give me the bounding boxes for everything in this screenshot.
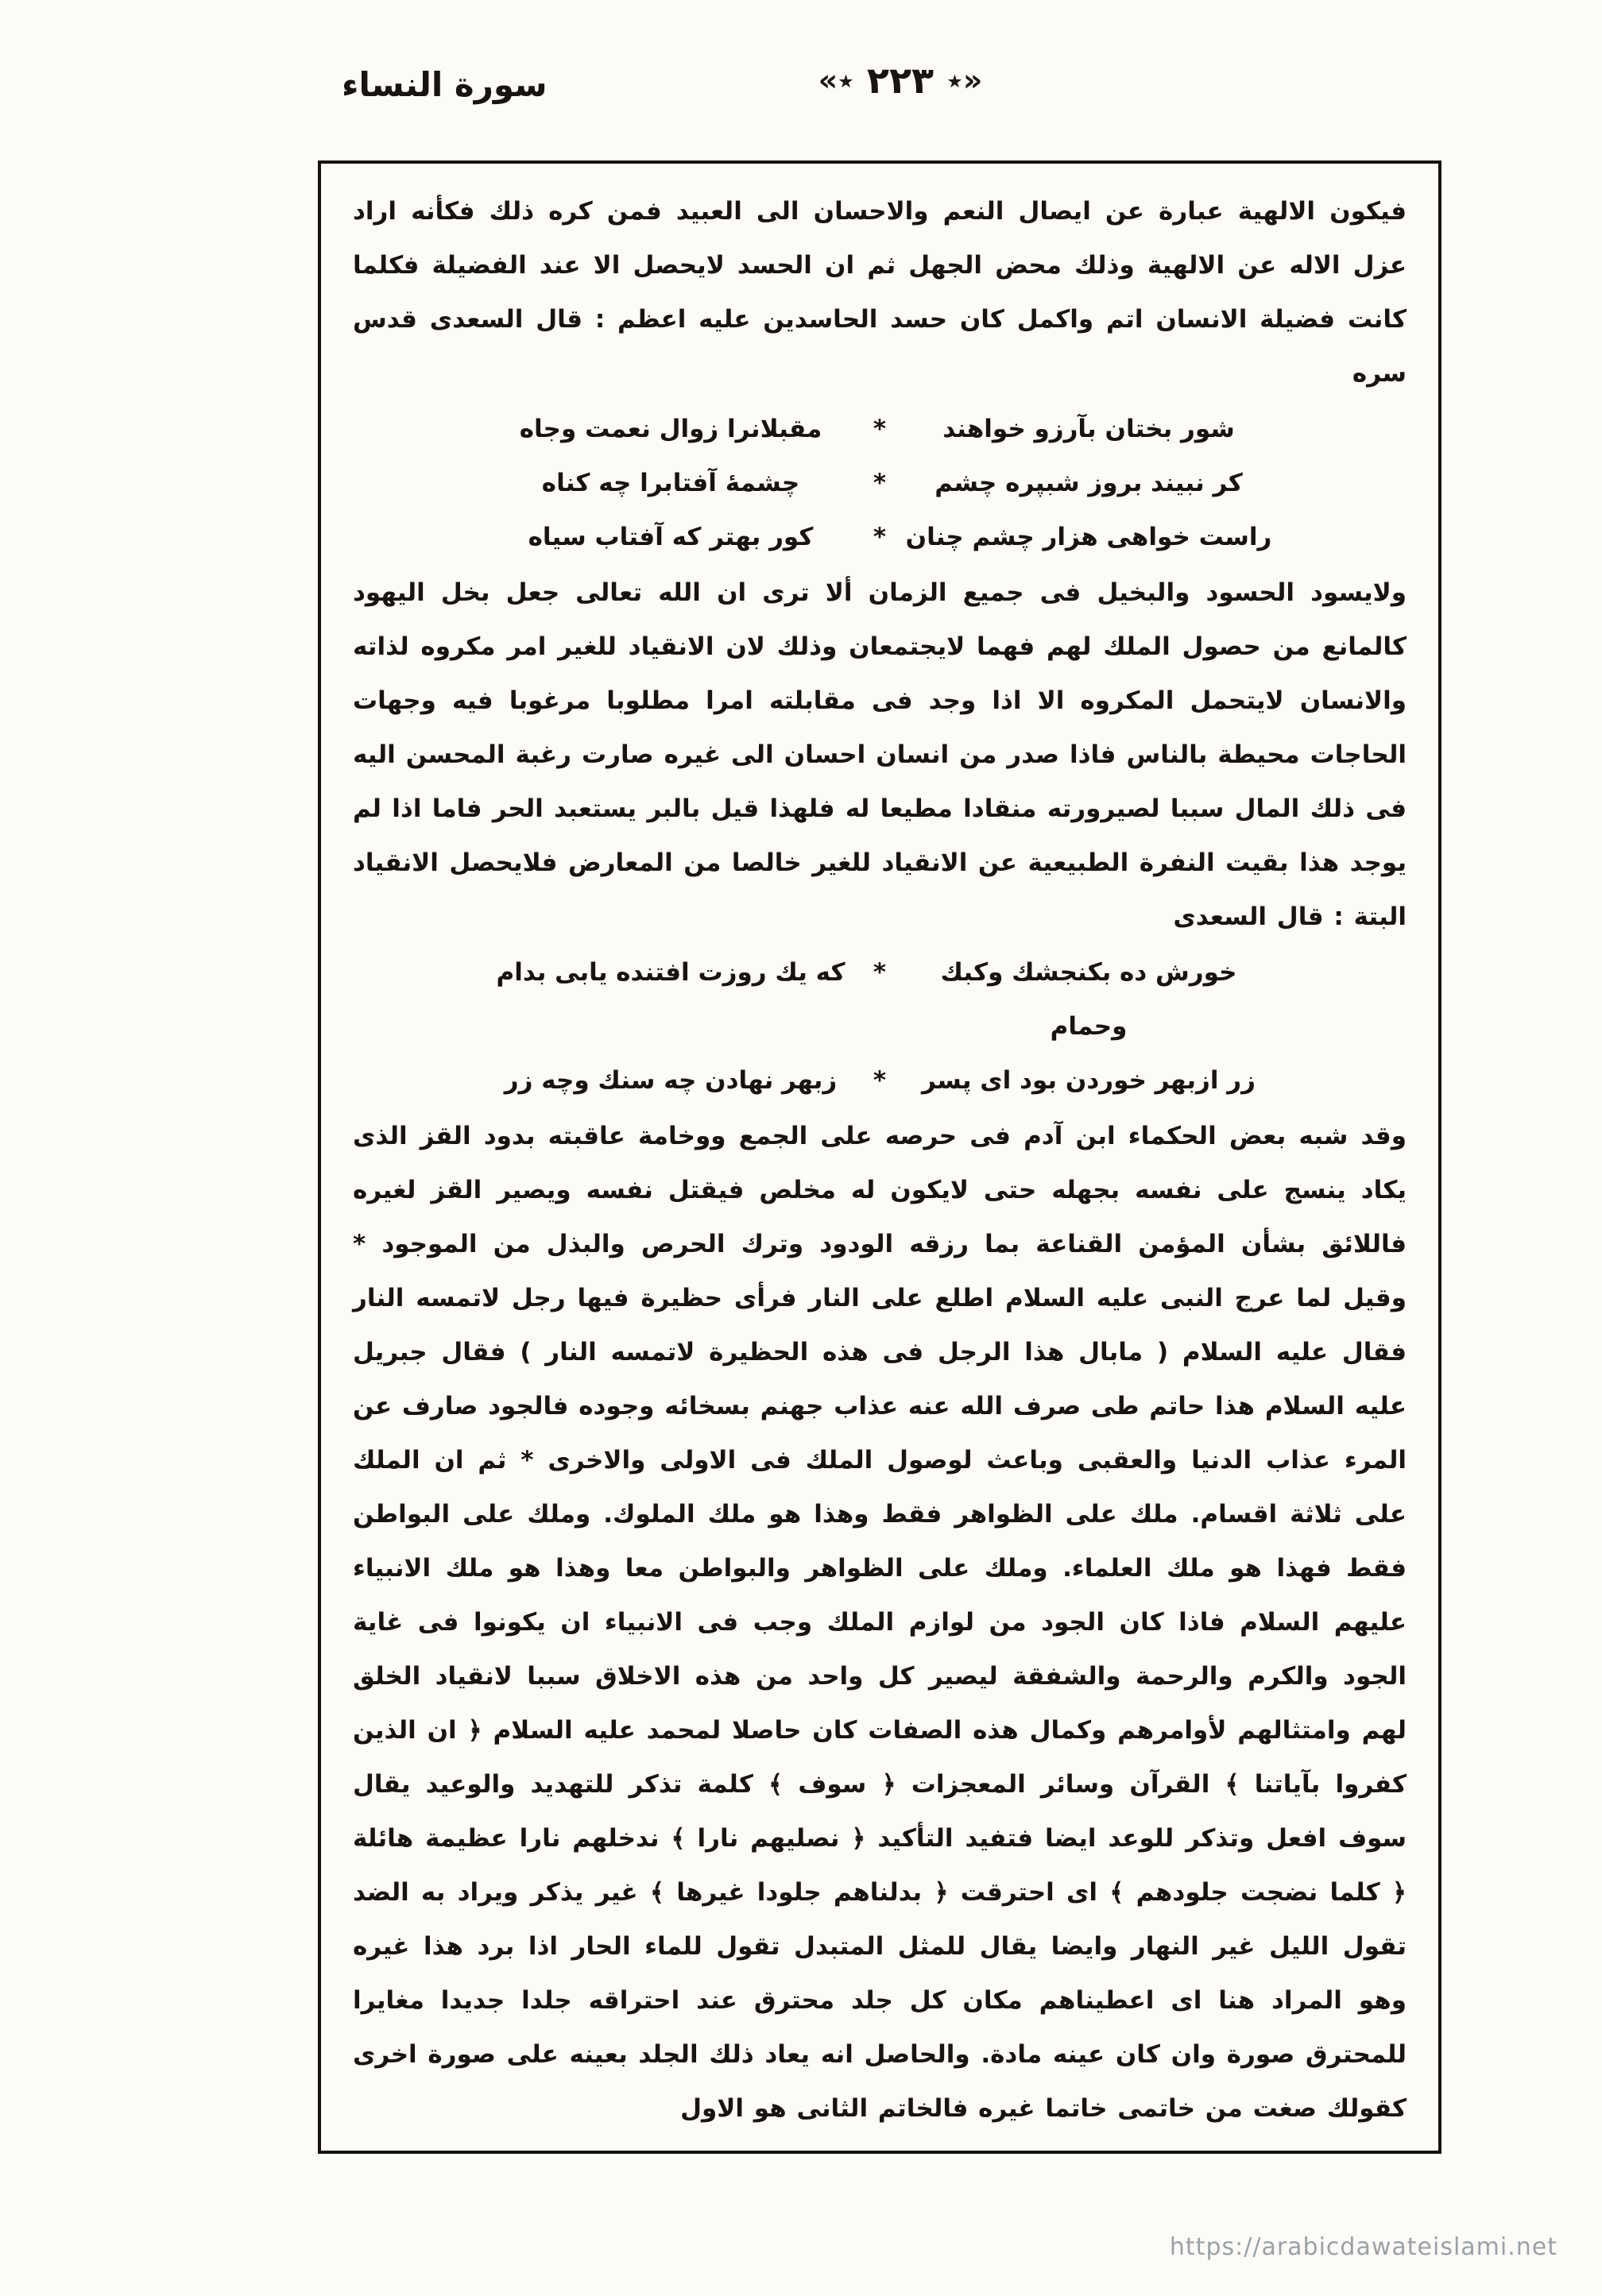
verse-separator: *	[873, 958, 887, 987]
hemistich-first: خورش ده بكنجشك وكبك وحمام	[940, 958, 1237, 1041]
ornament-left-icon: «٭	[818, 63, 854, 98]
hemistich-first: شور بختان بآرزو خواهند	[942, 415, 1235, 443]
hemistich-first: راست خواهى هزار چشم چنان	[905, 523, 1272, 551]
page-number-ornament-group	[818, 59, 983, 102]
verse-separator: *	[873, 1066, 887, 1095]
verse-separator: *	[873, 469, 887, 497]
prose-paragraph: ولايسود الحسود والبخيل فى جميع الزمان ألا ترى ان الله تعالى جعل بخل اليهود كالمانع من حصول الملك لهم فهما لايجتمعان وذلك لان الانقياد للغير امر مكروه لذاته والانسان لايتحمل المكروه الا اذا وجد فى مقابلته امرا مطلوبا مرغوبا فيه وجهات الحاجات محيطة بالناس فاذا صدر من انسان احسان الى غيره صارت رغبة المحسن اليه فى ذلك المال سببا لصيرورته منقادا مطيعا له فلهذا قيل بالبر يستعبد الحر فاما اذا لم يوجد هذا بقيت النفرة الطبيعية عن الانقياد للغير خالصا من المعارض فلايحصل الانقياد البتة : قال السعدى	[353, 578, 1407, 931]
verse-separator: *	[873, 523, 887, 551]
poetry-line	[353, 456, 1407, 510]
poetry-block	[353, 945, 1407, 1107]
page-number: ٢٢٣	[866, 59, 934, 102]
hemistich-second: كور بهتر كه آفتاب سياه	[528, 523, 814, 551]
verse-separator: *	[873, 415, 887, 443]
watermark-url: https://arabicdawateislami.net	[1169, 2233, 1558, 2261]
hemistich-second: چشمهٔ آفتابرا چه كناه	[541, 469, 800, 497]
hemistich-second: كه يك روزت افتنده يابى بدام	[496, 958, 846, 987]
prose-paragraph: فيكون الالهية عبارة عن ايصال النعم والاحسان الى العبيد فمن كره ذلك فكأنه اراد عزل الاله عن الالهية وذلك محض الجهل ثم ان الحسد لايحصل الا عند الفضيلة فكلما كانت فضيلة الانسان اتم واكمل كان حسد الحاسدين عليه اعظم : قال السعدى قدس سره	[353, 197, 1407, 388]
poetry-line	[353, 1053, 1407, 1107]
poetry-line	[353, 945, 1407, 1053]
hemistich-first: كر نبيند بروز شبپره چشم	[934, 469, 1243, 497]
hemistich-second: مقبلانرا زوال نعمت وجاه	[519, 415, 822, 443]
surah-title: سورة النساء	[342, 65, 548, 104]
ornament-right-icon: ٭»	[946, 63, 983, 98]
poetry-line	[353, 402, 1407, 456]
prose-paragraph: وقد شبه بعض الحكماء ابن آدم فى حرصه على الجمع ووخامة عاقبته بدود القز الذى يكاد ينسج على نفسه بجهله حتى لايكون له مخلص فيقتل نفسه ويصير القز لغيره فاللائق بشأن المؤمن القناعة بما رزقه الودود وترك الحرص والبذل من الموجود * وقيل لما عرج النبى عليه السلام اطلع على النار فرأى حظيرة فيها رجل لاتمسه النار فقال عليه السلام ( مابال هذا الرجل فى هذه الحظيرة لاتمسه النار ) فقال جبريل عليه السلام هذا حاتم طى صرف الله عنه عذاب جهنم بسخائه وجوده فالجود صارف عن المرء عذاب الدنيا والعقبى وباعث لوصول الملك فى الاولى والاخرى * ثم ان الملك على ثلاثة اقسام. ملك على الظواهر فقط وهذا هو ملك الملوك. وملك على البواطن فقط فهذا هو ملك العلماء. وملك على الظواهر والبواطن معا وهذا هو ملك الانبياء عليهم السلام فاذا كان الجود من لوازم الملك وجب فى الانبياء ان يكونوا فى غاية الجود والكرم والرحمة والشفقة ليصير كل واحد من هذه الاخلاق سببا لانقياد الخلق لهم وامتثالهم لأوامرهم وكمال هذه الصفات كان حاصلا لمحمد عليه السلام ﴿ ان الذين كفروا بآياتنا ﴾ القرآن وسائر المعجزات ﴿ سوف ﴾ كلمة تذكر للتهديد والوعيد يقال سوف افعل وتذكر للوعد ايضا فتفيد التأكيد ﴿ نصليهم نارا ﴾ ندخلهم نارا عظيمة هائلة ﴿ كلما نضجت جلودهم ﴾ اى احترقت ﴿ بدلناهم جلودا غيرها ﴾ غير يذكر ويراد به الضد تقول الليل غير النهار وايضا يقال للمثل المتبدل تقول للماء الحار اذا برد هذا غيره وهو المراد هنا اى اعطيناهم مكان كل جلد محترق عند احتراقه جلدا جديدا مغايرا للمحترق صورة وان كان عينه مادة. والحاصل انه يعاد ذلك الجلد بعينه على صورة اخرى كقولك صغت من خاتمى خاتما غيره فالخاتم الثانى هو الاول	[353, 1122, 1407, 2123]
hemistich-first: زر ازبهر خوردن بود اى پسر	[922, 1066, 1256, 1095]
poetry-block	[353, 402, 1407, 564]
text-frame	[318, 160, 1441, 2154]
hemistich-second: زبهر نهادن چه سنك وچه زر	[504, 1066, 838, 1095]
poetry-line	[353, 510, 1407, 564]
